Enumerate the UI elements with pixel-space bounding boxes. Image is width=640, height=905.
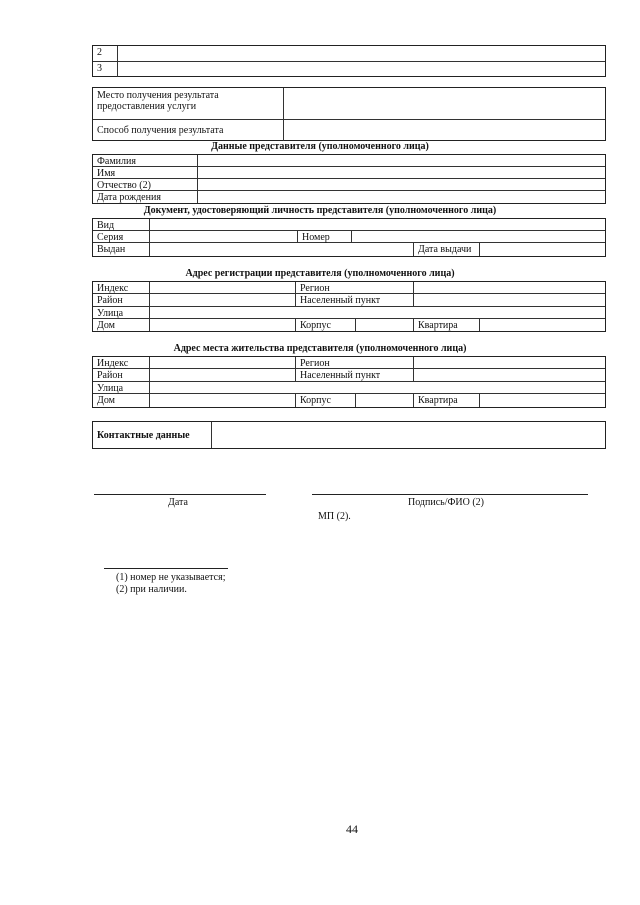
res-index-field[interactable] <box>149 357 295 368</box>
res-building-field[interactable] <box>355 394 413 407</box>
table-row <box>93 319 605 331</box>
reg-index-label: Индекс <box>97 283 129 294</box>
issue-date-field[interactable] <box>479 243 605 256</box>
residence-address-header: Адрес места жительства представителя (уполномоченного лица) <box>173 343 467 354</box>
reg-street-label: Улица <box>97 308 124 319</box>
reg-apartment-label: Квартира <box>413 319 479 331</box>
surname-field[interactable] <box>197 155 605 166</box>
stamp-caption: МП (2). <box>318 511 351 522</box>
result-table <box>92 87 606 141</box>
res-building-label: Корпус <box>295 394 355 407</box>
res-locality-field[interactable] <box>413 369 605 381</box>
doc-type-field[interactable] <box>149 219 605 230</box>
res-house-field[interactable] <box>149 394 295 407</box>
row-number: 2 <box>97 47 102 58</box>
reg-district-label: Район <box>97 295 123 306</box>
res-region-label: Регион <box>295 357 413 368</box>
row-value-field[interactable] <box>117 46 605 61</box>
contacts-table <box>92 421 606 449</box>
reg-region-label: Регион <box>295 282 413 293</box>
reg-building-field[interactable] <box>355 319 413 331</box>
signature-line[interactable] <box>312 494 588 495</box>
result-place-field[interactable] <box>283 88 605 119</box>
reg-district-field[interactable] <box>149 294 295 306</box>
reg-locality-label: Населенный пункт <box>295 294 413 306</box>
table-row <box>93 422 605 448</box>
table-row <box>93 46 605 62</box>
representative-header: Данные представителя (уполномоченного лица) <box>211 141 429 152</box>
footnote-divider <box>104 568 228 569</box>
residence-address-table <box>92 356 606 408</box>
res-street-label: Улица <box>97 383 124 394</box>
identity-document-header: Документ, удостоверяющий личность представителя (уполномоченного лица) <box>143 205 497 216</box>
birthdate-field[interactable] <box>197 191 605 203</box>
series-label: Серия <box>97 232 124 243</box>
table-row <box>93 394 605 407</box>
res-apartment-field[interactable] <box>479 394 605 407</box>
number-field[interactable] <box>351 231 605 242</box>
table-row <box>93 382 605 394</box>
reg-house-label: Дом <box>97 320 115 331</box>
number-label: Номер <box>297 231 351 242</box>
reg-apartment-field[interactable] <box>479 319 605 331</box>
series-field[interactable] <box>149 231 297 242</box>
table-row <box>93 167 605 179</box>
reg-house-field[interactable] <box>149 319 295 331</box>
reg-locality-field[interactable] <box>413 294 605 306</box>
table-row <box>93 155 605 167</box>
table-row <box>93 307 605 319</box>
registration-address-table <box>92 281 606 332</box>
table-row <box>93 219 605 231</box>
result-method-field[interactable] <box>283 120 605 141</box>
table-row <box>93 88 605 120</box>
page-number: 44 <box>346 822 358 836</box>
issued-by-label: Выдан <box>97 244 126 255</box>
table-row <box>93 243 605 256</box>
footnote-1: (1) номер не указывается; <box>116 572 226 583</box>
birthdate-label: Дата рождения <box>97 192 161 203</box>
table-row <box>93 62 605 77</box>
table-row <box>93 231 605 243</box>
date-line[interactable] <box>94 494 266 495</box>
table-row <box>93 120 605 141</box>
identity-document-table <box>92 218 606 257</box>
res-district-label: Район <box>97 370 123 381</box>
table-row <box>93 191 605 203</box>
issue-date-label: Дата выдачи <box>413 243 479 256</box>
registration-address-header: Адрес регистрации представителя (уполномоченного лица) <box>185 268 455 279</box>
signature-caption: Подпись/ФИО (2) <box>408 497 485 508</box>
res-locality-label: Населенный пункт <box>295 369 413 381</box>
table-row <box>93 179 605 191</box>
table-row <box>93 357 605 369</box>
reg-building-label: Корпус <box>295 319 355 331</box>
issued-by-field[interactable] <box>149 243 413 256</box>
res-house-label: Дом <box>97 395 115 406</box>
name-label: Имя <box>97 168 116 179</box>
res-region-field[interactable] <box>413 357 605 368</box>
res-index-label: Индекс <box>97 358 129 369</box>
reg-index-field[interactable] <box>149 282 295 293</box>
patronymic-field[interactable] <box>197 179 605 190</box>
contacts-label: Контактные данные <box>97 430 190 441</box>
result-method-label: Способ получения результата <box>97 125 224 136</box>
table-row <box>93 369 605 382</box>
result-place-label: Место получения результата предоставления услуги <box>97 90 219 112</box>
name-field[interactable] <box>197 167 605 178</box>
footnote-2: (2) при наличии. <box>116 584 187 595</box>
numbered-rows-table <box>92 45 606 77</box>
table-row <box>93 294 605 307</box>
doc-type-label: Вид <box>97 220 115 231</box>
res-district-field[interactable] <box>149 369 295 381</box>
date-caption: Дата <box>168 497 188 508</box>
surname-label: Фамилия <box>97 156 136 167</box>
reg-region-field[interactable] <box>413 282 605 293</box>
contacts-field[interactable] <box>211 422 605 448</box>
patronymic-label: Отчество (2) <box>97 180 151 191</box>
row-value-field[interactable] <box>117 62 605 77</box>
row-number: 3 <box>97 63 102 74</box>
table-row <box>93 282 605 294</box>
res-street-field[interactable] <box>149 382 605 393</box>
reg-street-field[interactable] <box>149 307 605 318</box>
res-apartment-label: Квартира <box>413 394 479 407</box>
representative-table <box>92 154 606 204</box>
